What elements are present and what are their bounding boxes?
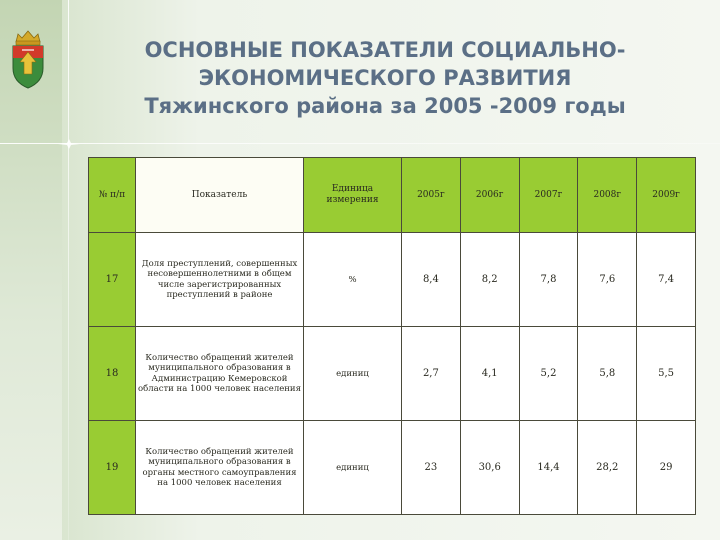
value-2008: 5,8 (578, 327, 637, 421)
value-2005: 2,7 (402, 327, 461, 421)
row-indicator: Доля преступлений, совершенных несовершеннолетними в общем числе зарегистрированных преступлений в районе (136, 233, 304, 327)
header-unit: Единица измерения (304, 158, 402, 233)
row-unit: % (304, 233, 402, 327)
header-2008: 2008г (578, 158, 637, 233)
title-line-2: ЭКОНОМИЧЕСКОГО РАЗВИТИЯ (198, 66, 572, 90)
table-row (89, 233, 696, 327)
row-unit: единиц (304, 421, 402, 515)
decor-sparkle-icon (58, 139, 80, 149)
page-title (90, 36, 680, 120)
decor-horizontal-line (0, 143, 720, 144)
table-row (89, 421, 696, 515)
header-2009: 2009г (637, 158, 696, 233)
value-2007: 7,8 (519, 233, 578, 327)
value-2009: 7,4 (637, 233, 696, 327)
header-2005: 2005г (402, 158, 461, 233)
row-num: 19 (89, 421, 136, 515)
value-2006: 30,6 (460, 421, 519, 515)
value-2009: 5,5 (637, 327, 696, 421)
row-num: 17 (89, 233, 136, 327)
header-2006: 2006г (460, 158, 519, 233)
row-num: 18 (89, 327, 136, 421)
row-unit: единиц (304, 327, 402, 421)
decor-vertical-line (68, 0, 69, 540)
row-indicator: Количество обращений жителей муниципального образования в органы местного самоуправления на 1000 человек населения (136, 421, 304, 515)
value-2005: 8,4 (402, 233, 461, 327)
value-2009: 29 (637, 421, 696, 515)
header-num: № п/п (89, 158, 136, 233)
header-2007: 2007г (519, 158, 578, 233)
value-2006: 8,2 (460, 233, 519, 327)
coat-of-arms-icon (8, 28, 48, 90)
value-2008: 7,6 (578, 233, 637, 327)
title-line-3: Тяжинского района за 2005 -2009 годы (144, 94, 626, 118)
title-line-1: ОСНОВНЫЕ ПОКАЗАТЕЛИ СОЦИАЛЬНО- (144, 38, 626, 62)
indicators-table (88, 157, 696, 515)
value-2005: 23 (402, 421, 461, 515)
header-indicator: Показатель (136, 158, 304, 233)
row-indicator: Количество обращений жителей муниципального образования в Администрацию Кемеровской области на 1000 человек населения (136, 327, 304, 421)
value-2008: 28,2 (578, 421, 637, 515)
table-row (89, 327, 696, 421)
value-2007: 14,4 (519, 421, 578, 515)
value-2007: 5,2 (519, 327, 578, 421)
value-2006: 4,1 (460, 327, 519, 421)
table-header-row (89, 158, 696, 233)
